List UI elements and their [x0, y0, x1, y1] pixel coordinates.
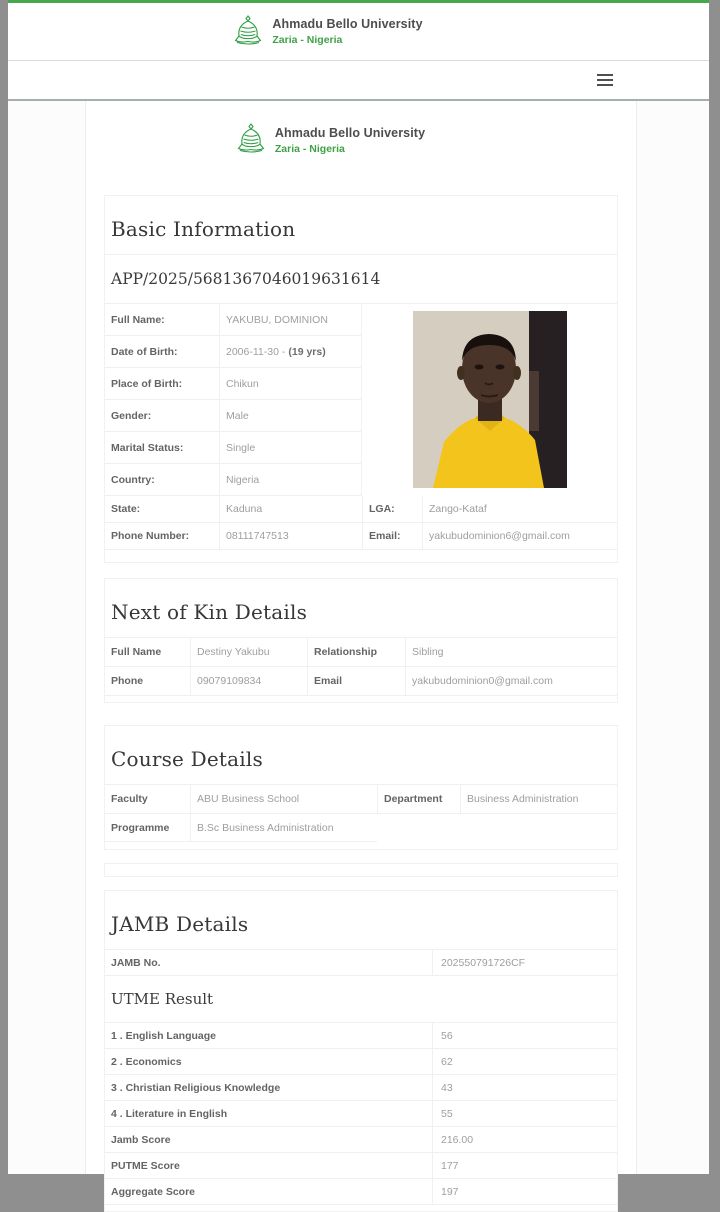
section-title: Basic Information: [105, 196, 617, 255]
table-row: 4 . Literature in English 55: [105, 1101, 617, 1127]
section-title: Next of Kin Details: [105, 579, 617, 638]
university-location: Zaria - Nigeria: [272, 34, 343, 46]
table-row: Phone 09079109834 Email yakubudominion0@gmail.com: [105, 667, 617, 696]
basic-info-body: [105, 304, 617, 496]
section-course-details: [104, 725, 618, 850]
table-row: JAMB No. 202550791726CF: [105, 950, 617, 976]
section-jamb-details: [104, 890, 618, 1212]
table-row: Date of Birth: 2006-11-30 - (19 yrs): [105, 336, 362, 368]
age-badge: (19 yrs): [288, 345, 326, 358]
sections: [86, 195, 636, 1212]
page-background: [8, 0, 709, 1198]
jamb-number: 202550791726CF: [432, 950, 617, 975]
table-row: Full Name: YAKUBU, DOMINION: [105, 304, 362, 336]
table-row: PUTME Score 177: [105, 1153, 617, 1179]
university-name: Ahmadu Bello University: [274, 125, 426, 140]
application-document: [85, 101, 637, 1198]
abu-logo-icon: [234, 15, 262, 49]
section-next-of-kin: [104, 578, 618, 703]
section-basic-information: [104, 195, 618, 563]
section-title: JAMB Details: [105, 891, 617, 950]
table-row: 2 . Economics 62: [105, 1049, 617, 1075]
hamburger-menu-icon: [597, 74, 617, 86]
section-empty: [104, 863, 618, 877]
site-header: [8, 3, 709, 61]
basic-info-table: [105, 304, 362, 496]
applicant-photo: [413, 311, 567, 488]
brand-text: [272, 17, 422, 46]
table-row: Programme B.Sc Business Administration: [105, 814, 617, 842]
university-location: Zaria - Nigeria: [274, 142, 345, 155]
application-number: APP/2025/5681367046019631614: [105, 255, 617, 304]
section-title: Course Details: [105, 726, 617, 785]
document-brand: [86, 101, 636, 163]
table-row: Marital Status: Single: [105, 432, 362, 464]
university-name: Ahmadu Bello University: [272, 17, 423, 31]
table-row: Full Name Destiny Yakubu Relationship Sibling: [105, 638, 617, 667]
table-row: 3 . Christian Religious Knowledge 43: [105, 1075, 617, 1101]
table-row: Faculty ABU Business School Department Business Administration: [105, 785, 617, 814]
table-row: State: Kaduna LGA: Zango-Kataf: [105, 496, 617, 523]
navbar: [8, 61, 709, 101]
table-row: Gender: Male: [105, 400, 362, 432]
brand: [234, 15, 422, 49]
menu-button[interactable]: [595, 70, 619, 90]
table-row: Phone Number: 08111747513 Email: yakubudominion6@gmail.com: [105, 523, 617, 550]
table-row: Aggregate Score 197: [105, 1179, 617, 1205]
table-row: Place of Birth: Chikun: [105, 368, 362, 400]
table-row: Jamb Score 216.00: [105, 1127, 617, 1153]
table-row: 1 . English Language 56: [105, 1023, 617, 1049]
abu-logo-icon: [237, 123, 265, 157]
table-row: Country: Nigeria: [105, 464, 362, 496]
utme-result-title: UTME Result: [105, 976, 617, 1023]
